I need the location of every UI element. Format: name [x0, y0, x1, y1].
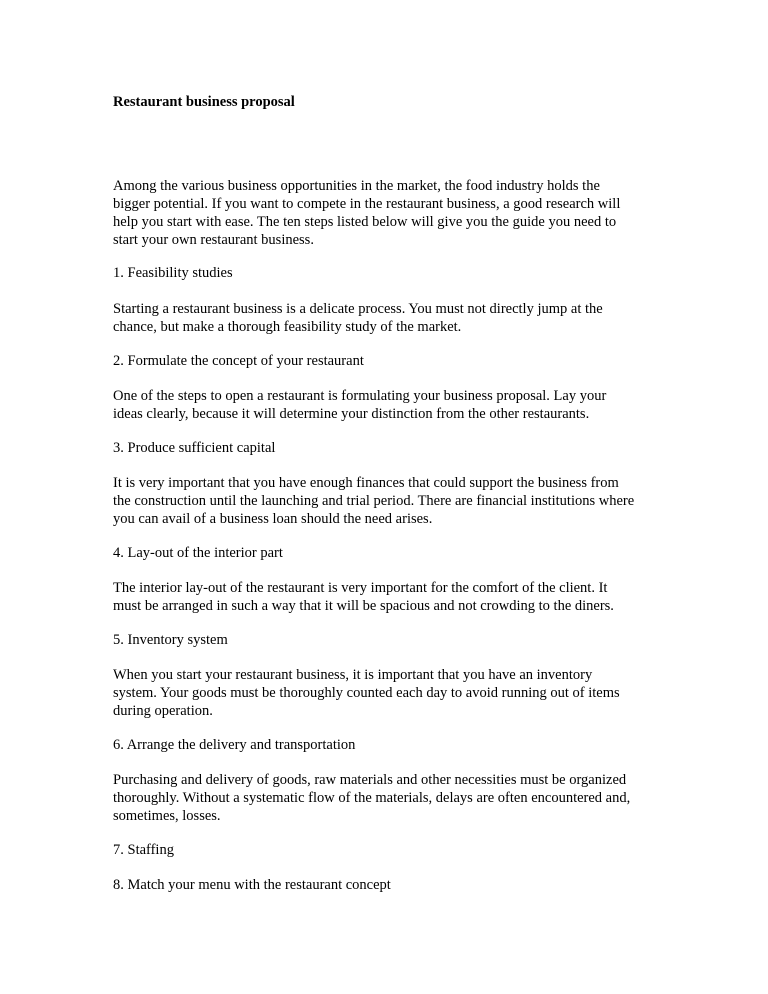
body-line: the construction until the launching and trial period. There are financial institutions where: [113, 493, 635, 509]
section-heading: 2. Formulate the concept of your restaurant: [113, 353, 364, 369]
body-line: One of the steps to open a restaurant is formulating your business proposal. Lay your: [113, 388, 607, 404]
section-heading: 5. Inventory system: [113, 632, 228, 648]
body-line: system. Your goods must be thoroughly counted each day to avoid running out of items: [113, 685, 620, 701]
body-line: Purchasing and delivery of goods, raw materials and other necessities must be organized: [113, 772, 627, 788]
body-line: When you start your restaurant business, it is important that you have an inventory: [113, 667, 593, 683]
body-line: you can avail of a business loan should the need arises.: [113, 511, 433, 527]
body-line: thoroughly. Without a systematic flow of the materials, delays are often encountered and,: [113, 790, 631, 806]
body-line: ideas clearly, because it will determine your distinction from the other restaurants.: [113, 406, 590, 422]
section-heading: 8. Match your menu with the restaurant concept: [113, 877, 391, 893]
body-line: It is very important that you have enough finances that could support the business from: [113, 475, 619, 491]
body-line: chance, but make a thorough feasibility study of the market.: [113, 319, 462, 335]
body-line: Among the various business opportunities in the market, the food industry holds the: [113, 178, 600, 194]
section-heading: 4. Lay-out of the interior part: [113, 545, 283, 561]
body-line: sometimes, losses.: [113, 808, 221, 824]
body-line: during operation.: [113, 703, 213, 719]
section-heading: 6. Arrange the delivery and transportation: [113, 737, 356, 753]
body-line: must be arranged in such a way that it will be spacious and not crowding to the diners.: [113, 598, 614, 614]
body-line: start your own restaurant business.: [113, 232, 314, 248]
section-heading: 3. Produce sufficient capital: [113, 440, 276, 456]
body-line: The interior lay-out of the restaurant is very important for the comfort of the client. It: [113, 580, 608, 596]
section-heading: 7. Staffing: [113, 842, 174, 858]
body-line: help you start with ease. The ten steps listed below will give you the guide you need to: [113, 214, 617, 230]
body-line: bigger potential. If you want to compete in the restaurant business, a good research will: [113, 196, 621, 212]
document-title: Restaurant business proposal: [113, 94, 295, 110]
body-line: Starting a restaurant business is a delicate process. You must not directly jump at the: [113, 301, 603, 317]
section-heading: 1. Feasibility studies: [113, 265, 233, 281]
